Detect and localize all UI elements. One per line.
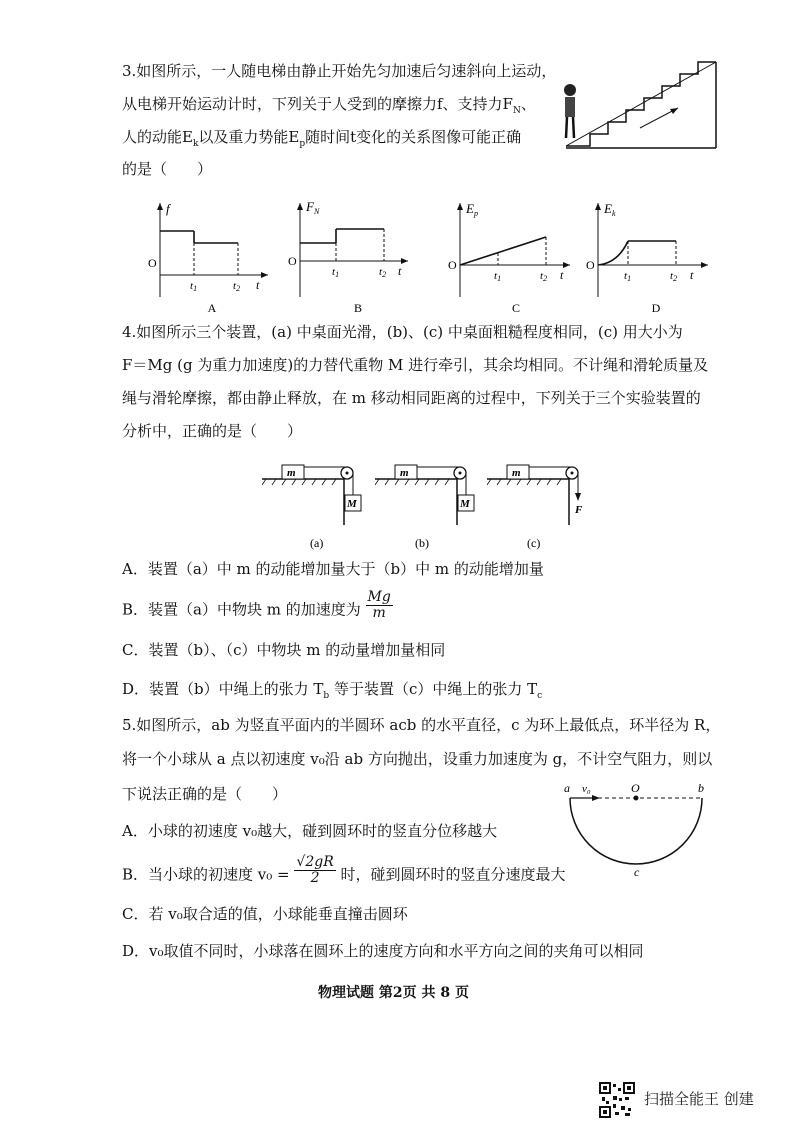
graph-B-caption: B: [353, 301, 363, 315]
q4-option-D: D．装置（b）中绳上的张力 $T_b$ 等于装置（c）中绳上的张力 $T_c$: [122, 680, 543, 701]
q4-line-4: 分析中，正确的是（ ）: [122, 422, 303, 440]
graph-D-caption: D: [651, 301, 661, 315]
page-footer: 物理试题 第2页 共 8 页: [318, 985, 469, 1001]
graph-C: [446, 197, 576, 317]
escalator-figure: [560, 56, 720, 156]
q3-line-1: 3.如图所示，一人随电梯由静止开始先匀加速后匀速斜向上运动，: [122, 62, 557, 80]
svg-text:t: t: [256, 278, 260, 292]
svg-text:O: O: [586, 258, 595, 272]
q5-option-D: D．v₀取值不同时，小球落在圆环上的速度方向和水平方向之间的夹角可以相同: [122, 942, 644, 960]
svg-text:t: t: [690, 268, 694, 282]
apparatus-c-label: (c): [527, 536, 541, 550]
svg-text:v₀: v₀: [582, 783, 591, 795]
apparatus-b: [375, 455, 485, 551]
q5-option-A: A．小球的初速度 v₀越大，碰到圆环时的竖直分位移越大: [122, 822, 498, 840]
svg-text:t1: t1: [494, 270, 502, 283]
svg-text:t1: t1: [332, 266, 340, 279]
q4-line-1: 4.如图所示三个装置，(a) 中桌面光滑，(b)、(c) 中桌面粗糙程度相同，(c) 用大小为: [122, 323, 683, 341]
q4-option-C: C．装置（b）、（c）中物块 m 的动量增加量相同: [122, 641, 446, 659]
q4-option-A: A．装置（a）中 m 的动能增加量大于（b）中 m 的动能增加量: [122, 560, 544, 578]
svg-text:F: F: [575, 504, 583, 516]
svg-text:m: m: [512, 467, 521, 479]
graph-A-caption: A: [207, 301, 217, 315]
svg-text:FN: $F_N$: [306, 199, 320, 216]
q5-option-B: B．当小球的初速度 v₀ = $\frac{√2gR}{2}$ 时，碰到圆环时的竖直分速度最大: [122, 854, 566, 886]
q5-line-1: 5.如图所示，ab 为竖直平面内的半圆环 acb 的水平直径，c 为环上最低点，环半径为 R，: [122, 716, 721, 734]
svg-text:M: M: [347, 498, 357, 510]
semicircle-figure: [556, 778, 716, 878]
svg-text:O: O: [288, 254, 297, 268]
svg-text:O: O: [448, 258, 457, 272]
svg-text:t1: t1: [190, 280, 198, 293]
svg-text:t2: t2: [379, 266, 387, 279]
q5-line-2: 将一个小球从 a 点以初速度 v₀沿 ab 方向抛出，设重力加速度为 g，不计空气阻力，则以: [122, 750, 713, 768]
person-icon: [564, 84, 576, 138]
svg-text:t2: t2: [540, 270, 548, 283]
svg-text:m: m: [400, 467, 409, 479]
svg-text:b: b: [698, 781, 704, 795]
graph-A-origin: O: [148, 256, 157, 270]
svg-text:Ek: $E_k$: [604, 201, 616, 218]
q4-option-B: B．装置（a）中物块 m 的加速度为 $\frac{Mg}{m}$: [122, 589, 391, 621]
svg-text:Ep: $E_p$: [466, 201, 478, 218]
q3-line-4: 的是（ ）: [122, 160, 213, 178]
svg-text:a: a: [564, 781, 570, 795]
svg-text:c: c: [634, 865, 640, 878]
apparatus-b-label: (b): [415, 536, 429, 550]
qr-code-icon: [599, 1082, 635, 1118]
svg-text:t2: t2: [233, 280, 241, 293]
apparatus-c: [487, 455, 597, 551]
svg-text:t1: t1: [624, 270, 632, 283]
q3-line-3: 人的动能$E_k$以及重力势能$E_p$随时间t变化的关系图像可能正确: [122, 128, 522, 149]
graph-D: [584, 197, 714, 317]
q5-option-C: C．若 v₀取合适的值，小球能垂直撞击圆环: [122, 905, 408, 923]
apparatus-a-label: (a): [310, 536, 324, 550]
graph-A-ylabel: f: [166, 201, 170, 216]
q5-line-3: 下说法正确的是（ ）: [122, 785, 288, 803]
graph-A: [148, 197, 276, 317]
svg-text:O: O: [631, 781, 640, 795]
graph-C-caption: C: [511, 301, 521, 315]
svg-text:t2: t2: [670, 270, 678, 283]
svg-text:t: t: [398, 264, 402, 278]
q4-line-3: 绳与滑轮摩擦，都由静止释放，在 m 移动相同距离的过程中，下列关于三个实验装置的: [122, 389, 701, 407]
apparatus-a: [262, 455, 372, 551]
svg-text:m: m: [287, 467, 296, 479]
svg-text:t: t: [560, 268, 564, 282]
scanner-watermark: 扫描全能王 创建: [644, 1090, 754, 1108]
q4-line-2: F＝Mg (g 为重力加速度)的力替代重物 M 进行牵引，其余均相同。不计绳和滑轮质量及: [122, 356, 709, 374]
svg-text:M: M: [460, 498, 470, 510]
graph-B: [288, 197, 416, 317]
q3-line-2: 从电梯开始运动计时，下列关于人受到的摩擦力f、支持力$F_N$、: [122, 95, 536, 116]
